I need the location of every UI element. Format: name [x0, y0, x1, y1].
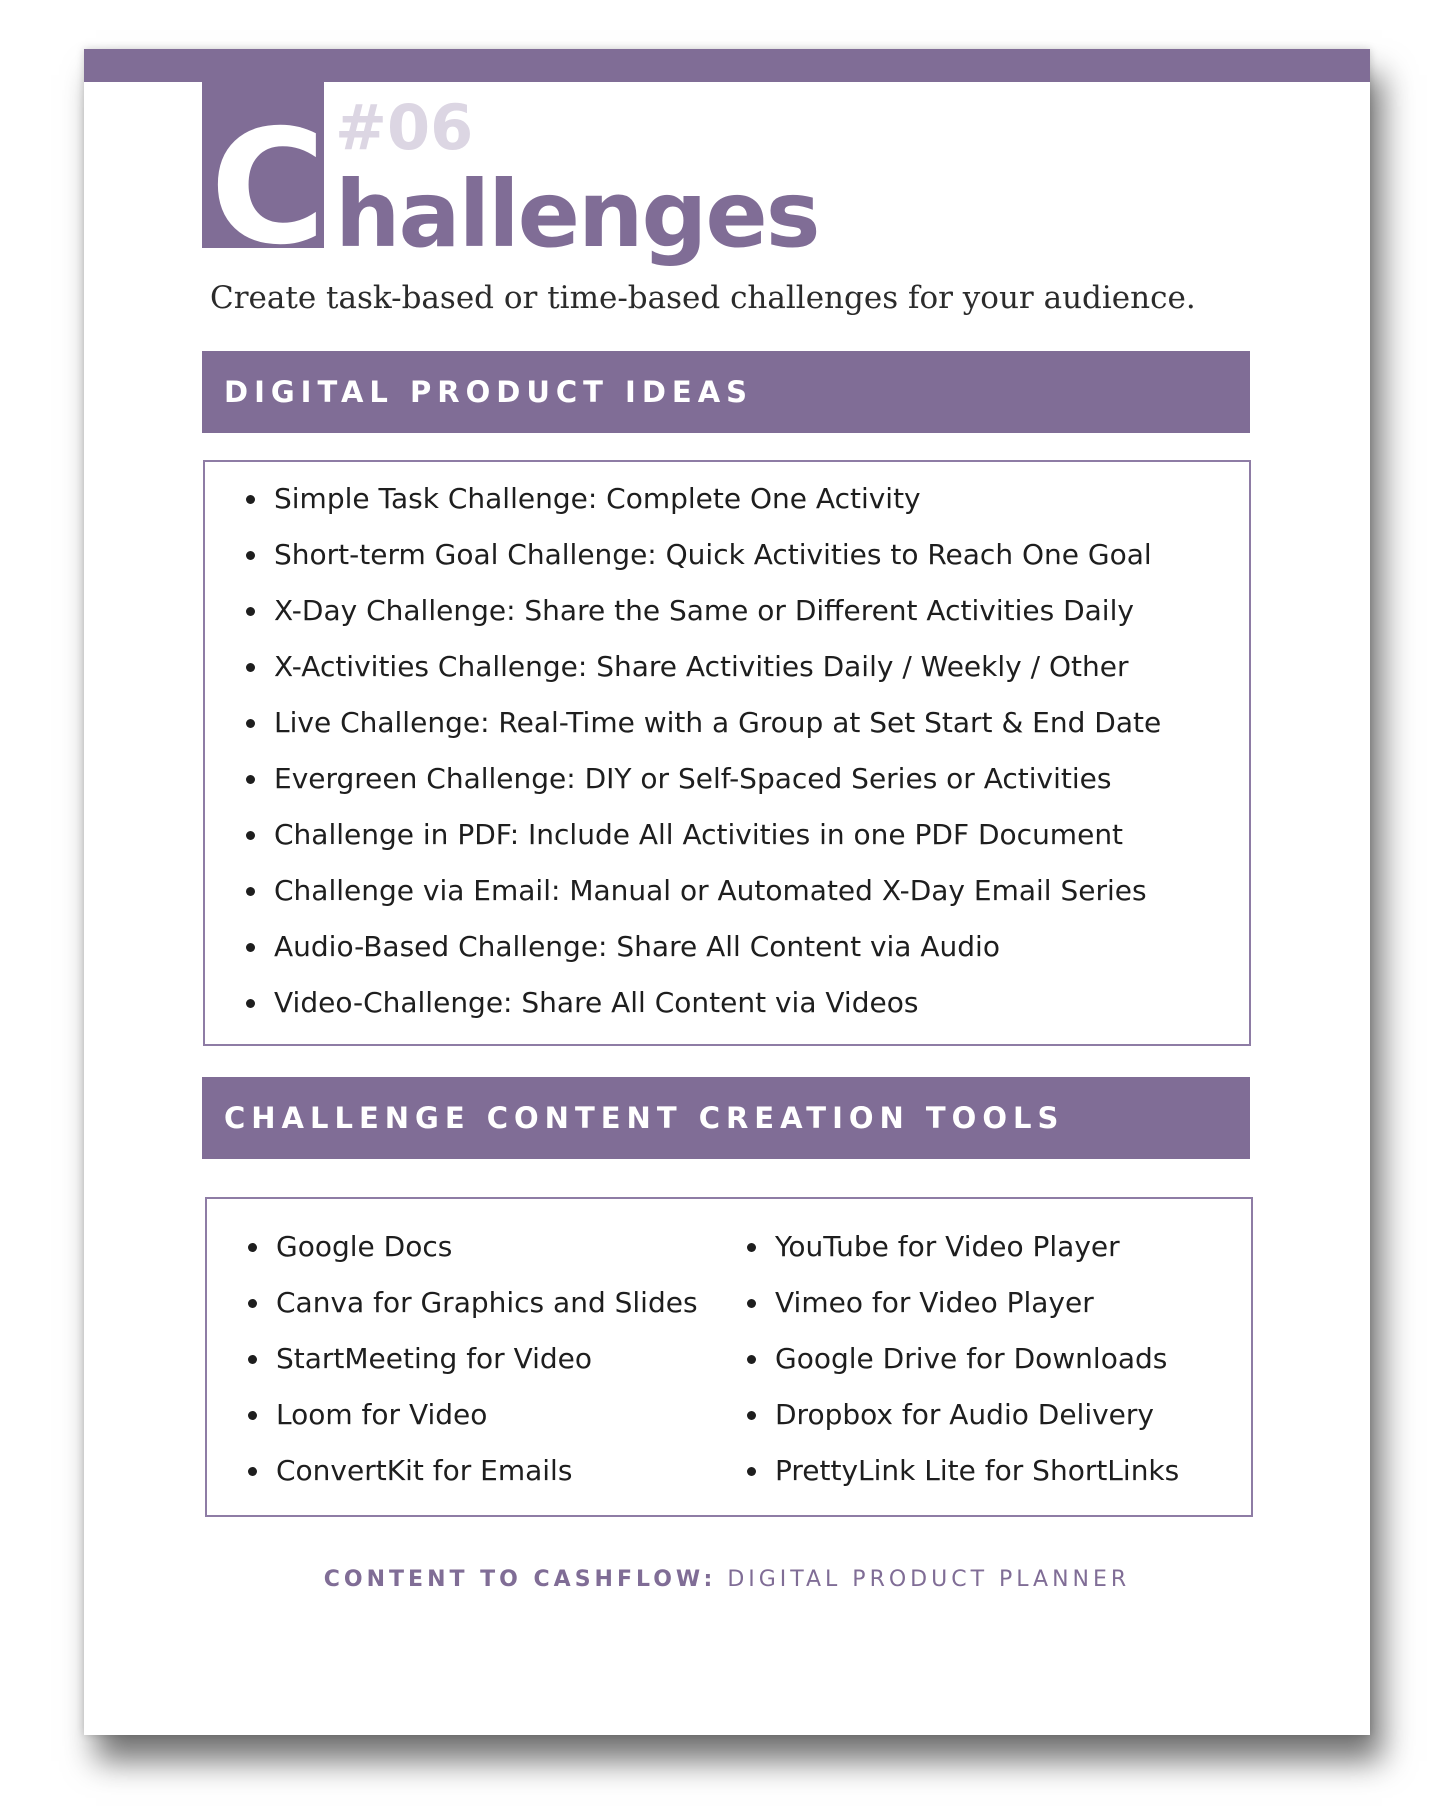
list-item — [205, 639, 1161, 695]
list-item-text: PrettyLink Lite for ShortLinks — [775, 1454, 1180, 1487]
list-item-text: YouTube for Video Player — [775, 1230, 1120, 1263]
list-item-text: Audio-Based Challenge: Share All Content via Audio — [274, 930, 1000, 963]
list-item-text: Google Drive for Downloads — [775, 1342, 1168, 1375]
list-item-text: X-Day Challenge: Share the Same or Different Activities Daily — [274, 594, 1134, 627]
list-item-text: Challenge in PDF: Include All Activities in one PDF Document — [274, 818, 1124, 851]
list-item-text: Simple Task Challenge: Complete One Activity — [274, 482, 921, 515]
list-item — [707, 1387, 1179, 1443]
tools-list-right — [707, 1219, 1179, 1499]
list-item-text: Google Docs — [276, 1230, 453, 1263]
top-accent-bar — [84, 49, 1370, 82]
list-item-text: X-Activities Challenge: Share Activities Daily / Weekly / Other — [274, 650, 1129, 683]
list-item — [205, 527, 1161, 583]
list-item-text: ConvertKit for Emails — [276, 1454, 573, 1487]
bullet-icon — [747, 1243, 756, 1252]
bullet-icon — [248, 1411, 257, 1420]
footer — [84, 1567, 1370, 1592]
bullet-icon — [248, 1467, 257, 1476]
tools-list-left — [207, 1219, 698, 1499]
list-item — [707, 1275, 1179, 1331]
list-item — [207, 1443, 698, 1499]
list-item-text: Vimeo for Video Player — [775, 1286, 1094, 1319]
list-item — [707, 1331, 1179, 1387]
list-item — [207, 1219, 698, 1275]
list-item-text: Video-Challenge: Share All Content via Videos — [274, 986, 919, 1019]
list-item-text: Loom for Video — [276, 1398, 488, 1431]
bullet-icon — [246, 831, 255, 840]
list-item — [205, 975, 1161, 1031]
list-item-text: Live Challenge: Real-Time with a Group at Set Start & End Date — [274, 706, 1162, 739]
bullet-icon — [246, 663, 255, 672]
bullet-icon — [747, 1355, 756, 1364]
list-item-text: StartMeeting for Video — [276, 1342, 593, 1375]
section-header-tools: CHALLENGE CONTENT CREATION TOOLS — [202, 1077, 1250, 1159]
ideas-box — [203, 460, 1251, 1046]
page-title: hallenges — [335, 161, 819, 268]
bullet-icon — [246, 999, 255, 1008]
bullet-icon — [747, 1411, 756, 1420]
title-first-letter: C — [210, 96, 326, 280]
bullet-icon — [747, 1299, 756, 1308]
list-item — [205, 863, 1161, 919]
list-item-text: Short-term Goal Challenge: Quick Activities to Reach One Goal — [274, 538, 1152, 571]
bullet-icon — [246, 887, 255, 896]
list-item — [205, 919, 1161, 975]
list-item — [205, 471, 1161, 527]
section-header-ideas: DIGITAL PRODUCT IDEAS — [202, 351, 1250, 433]
ideas-list — [205, 471, 1161, 1031]
document-page — [84, 49, 1370, 1735]
list-item — [205, 751, 1161, 807]
bullet-icon — [248, 1299, 257, 1308]
footer-brand: CONTENT TO CASHFLOW: — [323, 1567, 717, 1592]
bullet-icon — [246, 495, 255, 504]
list-item — [207, 1331, 698, 1387]
bullet-icon — [246, 719, 255, 728]
bullet-icon — [246, 943, 255, 952]
list-item — [205, 583, 1161, 639]
chapter-number: #06 — [335, 91, 474, 164]
list-item — [707, 1443, 1179, 1499]
bullet-icon — [248, 1355, 257, 1364]
list-item-text: Challenge via Email: Manual or Automated X-Day Email Series — [274, 874, 1147, 907]
bullet-icon — [246, 551, 255, 560]
list-item-text: Dropbox for Audio Delivery — [775, 1398, 1154, 1431]
page-subtitle: Create task-based or time-based challenges for your audience. — [210, 280, 1196, 316]
bullet-icon — [246, 775, 255, 784]
list-item — [207, 1387, 698, 1443]
list-item — [205, 695, 1161, 751]
list-item — [205, 807, 1161, 863]
bullet-icon — [747, 1467, 756, 1476]
list-item-text: Canva for Graphics and Slides — [276, 1286, 698, 1319]
list-item — [707, 1219, 1179, 1275]
list-item — [207, 1275, 698, 1331]
list-item-text: Evergreen Challenge: DIY or Self-Spaced Series or Activities — [274, 762, 1112, 795]
tools-box — [205, 1197, 1253, 1517]
bullet-icon — [246, 607, 255, 616]
bullet-icon — [248, 1243, 257, 1252]
footer-product: DIGITAL PRODUCT PLANNER — [727, 1567, 1131, 1592]
